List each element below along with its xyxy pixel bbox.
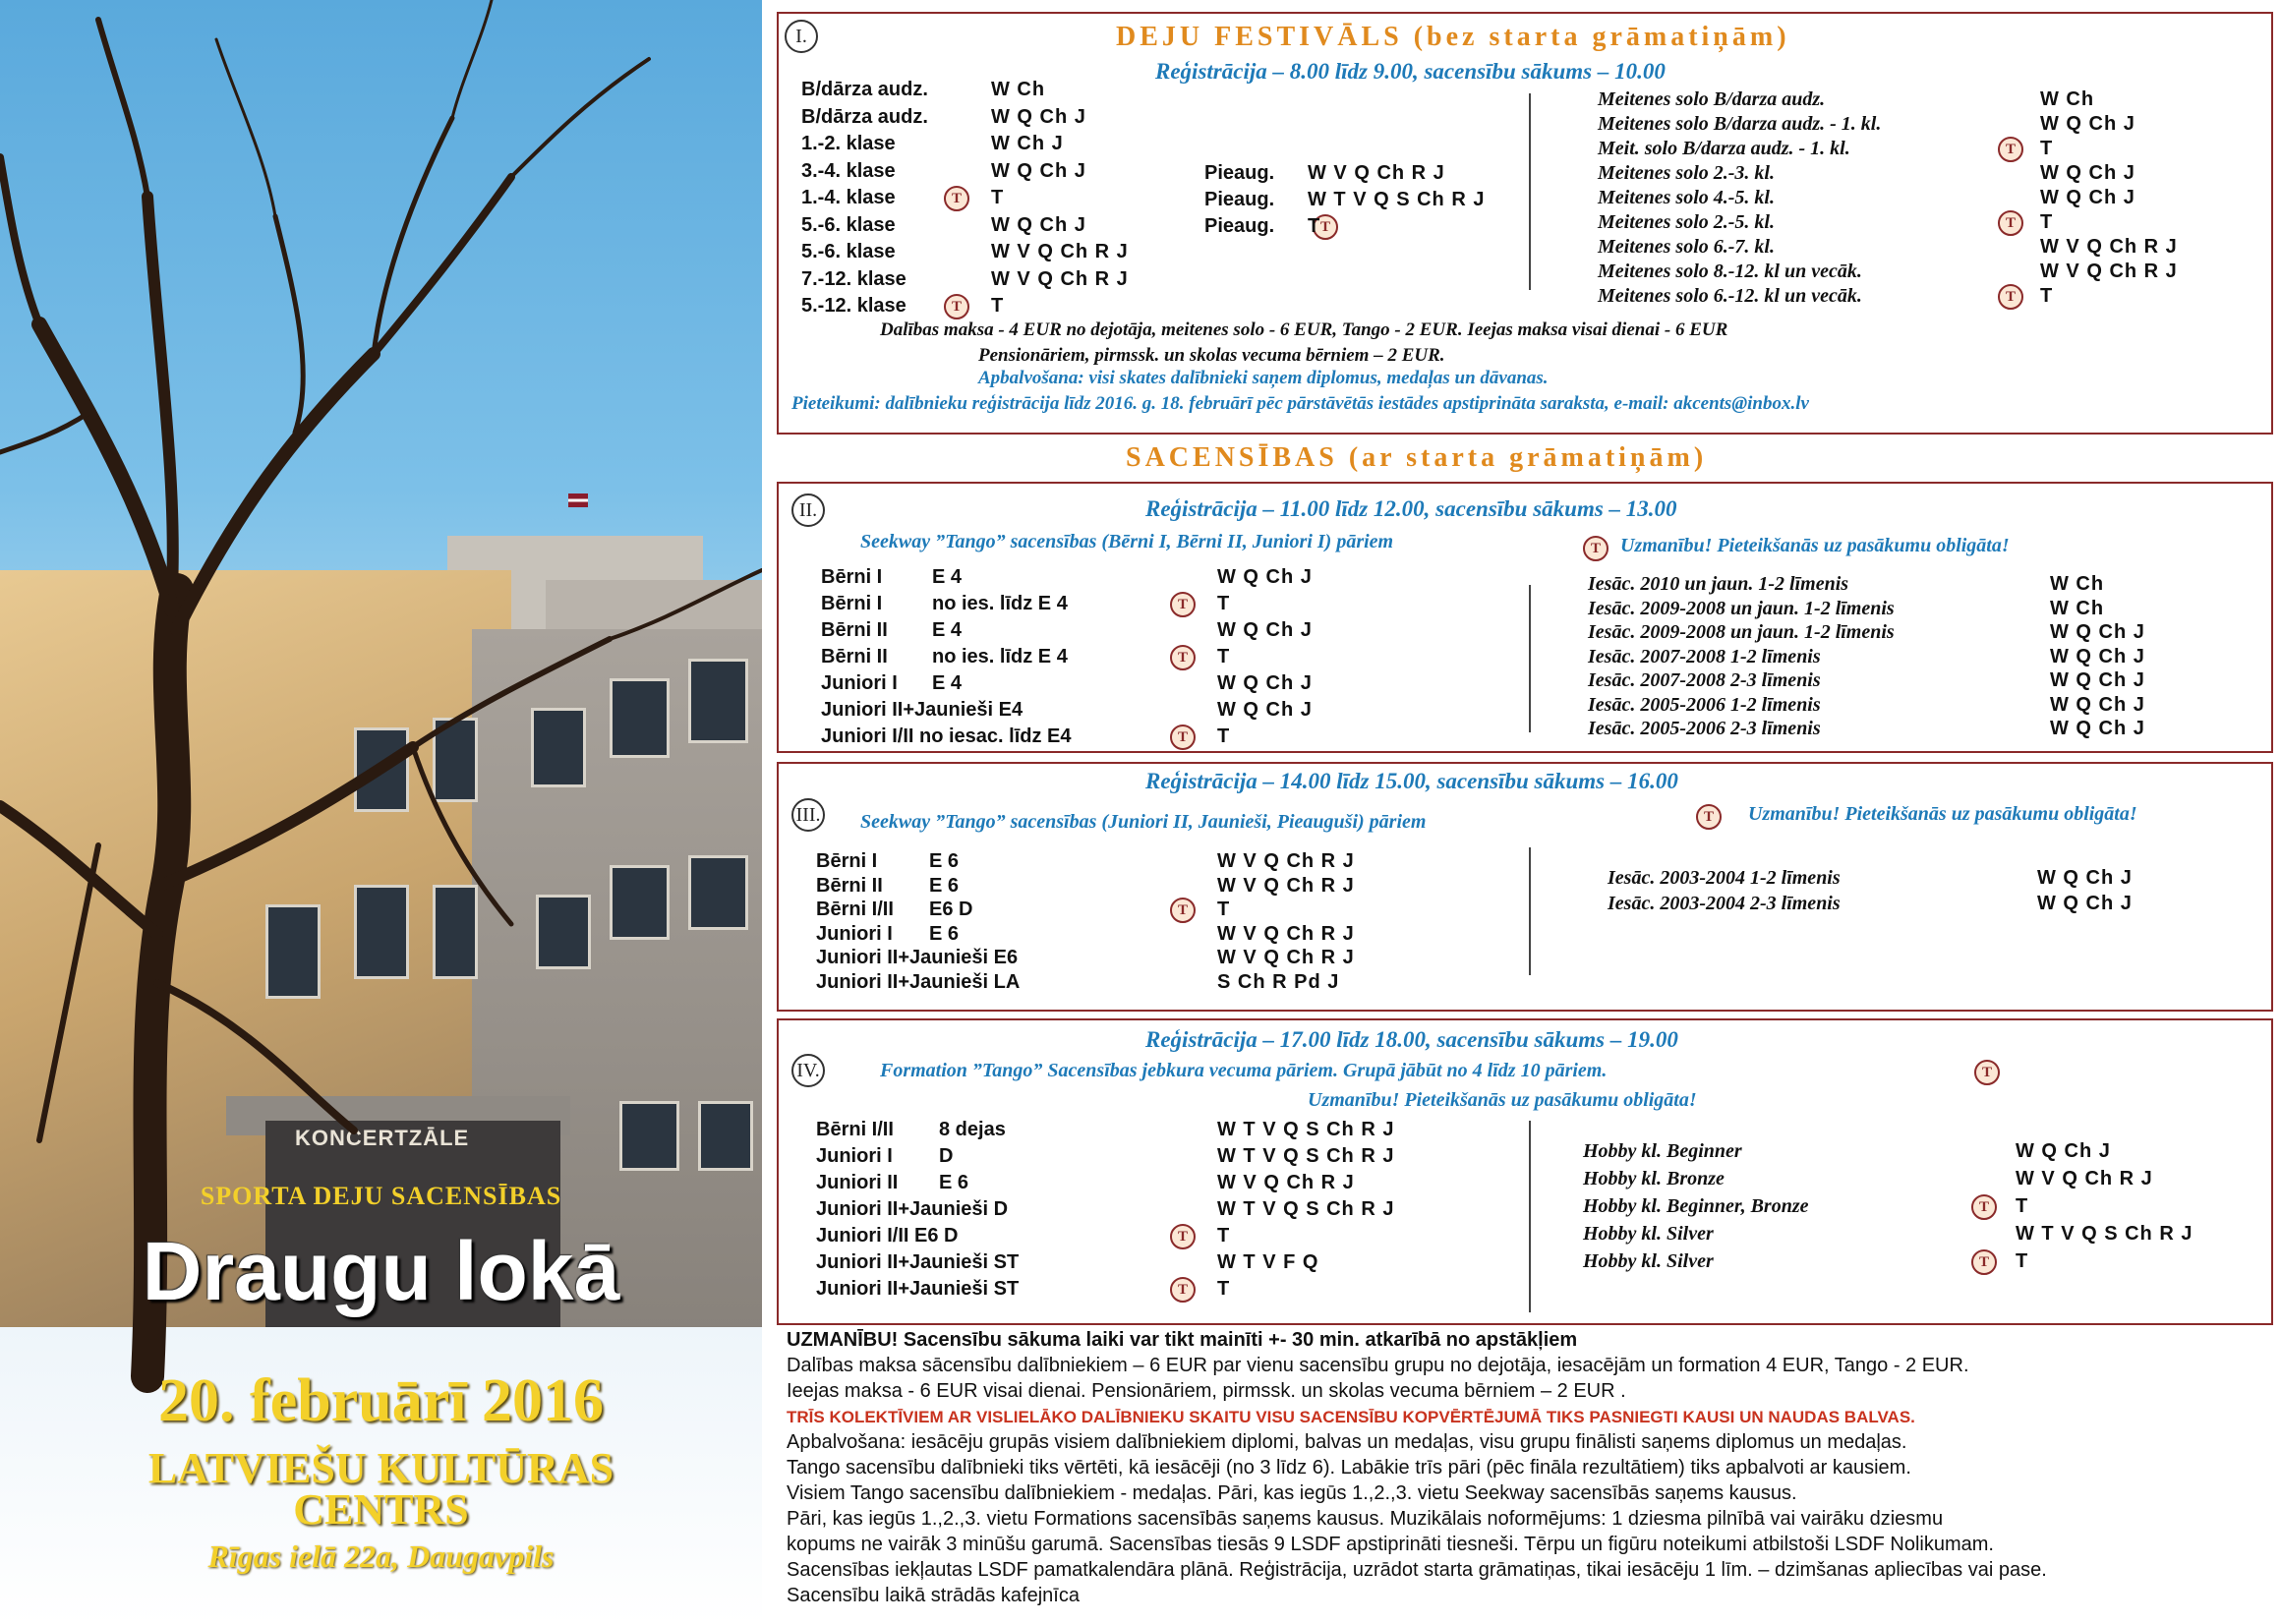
dance-list: T xyxy=(1217,593,1231,614)
dance-list: W V Q Ch R J xyxy=(991,267,1129,290)
list-class: E 6 xyxy=(929,850,960,872)
competition-heading: SACENSĪBAS (ar starta grāmatiņām) xyxy=(1126,442,1708,473)
dance-list: W Q Ch J xyxy=(1217,699,1313,721)
list-class: E 4 xyxy=(932,672,963,694)
list-label: Juniori I/II E6 D xyxy=(816,1225,959,1247)
section-number: IV. xyxy=(791,1054,825,1087)
registration-time: Reģistrācija – 8.00 līdz 9.00, sacensību sākums – 10.00 xyxy=(1155,59,1666,84)
list-label: Iesāc. 2010 un jaun. 1-2 līmenis xyxy=(1588,573,1849,595)
dance-list: W V Q Ch R J xyxy=(1217,947,1355,968)
list-label: Bērni I xyxy=(816,850,878,872)
dance-list: W Ch xyxy=(991,79,1046,100)
poster-venue-line2: CENTRS xyxy=(293,1485,469,1534)
tango-icon: T xyxy=(1998,210,2023,236)
dance-list: T xyxy=(1308,215,1321,237)
section-subtitle: Seekway ”Tango” sacensības (Juniori II, Jaunieši, Pieauguši) pāriem xyxy=(860,811,1427,833)
dance-list: W Ch xyxy=(2050,597,2105,619)
list-label: Juniori II+Jaunieši ST xyxy=(816,1278,1020,1300)
dance-list: W Q Ch J xyxy=(2050,693,2145,716)
tango-icon: T xyxy=(1998,137,2023,162)
registration-time: Reģistrācija – 11.00 līdz 12.00, sacensību sākums – 13.00 xyxy=(1145,496,1677,521)
list-label: Iesāc. 2003-2004 2-3 līmenis xyxy=(1608,893,1841,914)
poster-subtitle: SPORTA DEJU SACENSĪBAS xyxy=(200,1182,562,1210)
list-label: B/dārza audz. xyxy=(801,105,928,128)
tango-icon: T xyxy=(1170,1224,1196,1249)
list-label: Hobby kl. Silver xyxy=(1583,1223,1714,1245)
warning-text: Uzmanību! Pieteikšanās uz pasākumu obligāta! xyxy=(1620,535,2010,556)
list-label: Iesāc. 2005-2006 2-3 līmenis xyxy=(1588,718,1821,739)
list-label: Iesāc. 2009-2008 un jaun. 1-2 līmenis xyxy=(1588,597,1895,619)
list-class: E 4 xyxy=(932,566,963,588)
dance-list: T xyxy=(1217,899,1231,920)
list-label: Juniori I xyxy=(816,1145,893,1167)
list-label: Bērni I/II xyxy=(816,1119,894,1140)
list-class: E 6 xyxy=(929,922,960,945)
dance-list: W Q Ch J xyxy=(2050,669,2145,691)
dance-list: W T V Q S Ch R J xyxy=(2016,1223,2193,1245)
dance-list: W Ch xyxy=(2050,573,2105,595)
list-class: D xyxy=(939,1145,954,1167)
dance-list: W T V Q S Ch R J xyxy=(1217,1198,1395,1220)
tango-icon: T xyxy=(1974,1060,2000,1085)
list-label: Bērni II xyxy=(816,874,883,897)
dance-list: T xyxy=(2016,1195,2029,1217)
dance-list: W Q Ch J xyxy=(1217,566,1313,588)
award-text: Apbalvošana: visi skates dalībnieki saņem diplomus, medaļas un dāvanas. xyxy=(978,368,1549,388)
dance-list: W Ch xyxy=(2040,88,2095,110)
list-label: Hobby kl. Beginner, Bronze xyxy=(1583,1195,1809,1217)
column-divider xyxy=(1529,847,1531,975)
list-label: Meitenes solo 6.-7. kl. xyxy=(1598,236,1775,258)
list-label: Meit. solo B/darza audz. - 1. kl. xyxy=(1598,138,1850,159)
list-label: Iesāc. 2009-2008 un jaun. 1-2 līmenis xyxy=(1588,621,1895,643)
dance-list: W V Q Ch R J xyxy=(1217,922,1355,945)
list-label: Iesāc. 2007-2008 1-2 līmenis xyxy=(1588,645,1821,667)
dance-list: W Q Ch J xyxy=(2050,718,2145,739)
dance-list: W V Q Ch R J xyxy=(1308,162,1445,184)
dance-list: W T V F Q xyxy=(1217,1251,1319,1273)
list-label: Pieaug. xyxy=(1204,189,1275,210)
footer-line: Dalības maksa sācensību dalībniekiem – 6 EUR par vienu sacensību grupu no dejotāja, iesacējām un formation 4 EUR, Tango - 2 EUR. xyxy=(787,1355,1969,1376)
list-label: Iesāc. 2007-2008 2-3 līmenis xyxy=(1588,669,1821,691)
list-label: Hobby kl. Bronze xyxy=(1583,1168,1725,1189)
footer-line: Apbalvošana: iesācēju grupās visiem dalībniekiem diplomi, balvas un medaļas, visu grupu finālisti saņems diplomus un medaļas. xyxy=(787,1431,1907,1453)
footer-line: Ieejas maksa - 6 EUR visai dienai. Pensionāriem, pirmssk. un skolas vecuma bērniem – 2 EUR . xyxy=(787,1380,1626,1402)
list-label: Juniori I xyxy=(816,922,893,945)
tango-icon: T xyxy=(1313,214,1338,240)
list-label: Hobby kl. Silver xyxy=(1583,1250,1714,1272)
section-subtitle: Seekway ”Tango” sacensības (Bērni I, Bērni II, Juniori I) pāriem xyxy=(860,531,1394,552)
column-divider xyxy=(1529,1121,1531,1312)
dance-list: T xyxy=(2040,211,2054,233)
tango-icon: T xyxy=(1170,592,1196,617)
footer-line: Sacensības iekļautas LSDF pamatkalendāra plānā. Reģistrācija, uzrādot starta grāmatiņas, tikai iesācēju 1 līm. – dzimšanas apliecības vai pase. xyxy=(787,1559,2047,1581)
warning-text: Uzmanību! Pieteikšanās uz pasākumu obligāta! xyxy=(1748,803,2137,825)
list-label: Meitenes solo B/darza audz. xyxy=(1598,88,1826,110)
dance-list: W T V Q S Ch R J xyxy=(1217,1119,1395,1140)
section-number: I. xyxy=(785,20,818,53)
list-label: Iesāc. 2003-2004 1-2 līmenis xyxy=(1608,867,1841,889)
dance-list: W Q Ch J xyxy=(991,159,1086,182)
list-label: Juniori II+Jaunieši ST xyxy=(816,1251,1020,1273)
dance-list: T xyxy=(1217,1225,1231,1247)
list-label: Meitenes solo B/darza audz. - 1. kl. xyxy=(1598,113,1882,135)
registration-time: Reģistrācija – 17.00 līdz 18.00, sacensību sākums – 19.00 xyxy=(1145,1027,1678,1052)
list-label: 5.-6. klase xyxy=(801,241,896,262)
list-label: Bērni II xyxy=(821,619,888,641)
dance-list: W Ch J xyxy=(991,133,1064,154)
dance-list: W T V Q S Ch R J xyxy=(1308,189,1486,210)
section-heading: DEJU FESTIVĀLS (bez starta grāmatiņām) xyxy=(1116,22,1790,52)
list-label: Hobby kl. Beginner xyxy=(1583,1140,1742,1162)
tango-icon: T xyxy=(1971,1194,1997,1220)
dance-list: W Q Ch J xyxy=(1217,619,1313,641)
dance-list: W Q Ch J xyxy=(2050,645,2145,667)
dance-list: T xyxy=(2040,285,2054,307)
list-label: Juniori II+Jaunieši E6 xyxy=(816,947,1019,968)
apply-text: Pieteikumi: dalībnieku reģistrācija līdz 2016. g. 18. februārī pēc pārstāvētās iestādes apstiprināta saraksta, e-mail: akcents@inbox.lv xyxy=(791,393,1809,414)
dance-list: W Q Ch J xyxy=(2040,187,2135,208)
list-label: Meitenes solo 8.-12. kl un vecāk. xyxy=(1598,261,1862,282)
list-label: Pieaug. xyxy=(1204,215,1275,237)
registration-time: Reģistrācija – 14.00 līdz 15.00, sacensību sākums – 16.00 xyxy=(1145,769,1678,793)
dance-list: T xyxy=(2040,138,2054,159)
dance-list: T xyxy=(1217,725,1231,747)
tango-icon: T xyxy=(1170,898,1196,923)
fee-text-2: Pensionāriem, pirmssk. un skolas vecuma bērniem – 2 EUR. xyxy=(978,345,1445,366)
list-label: 5.-6. klase xyxy=(801,213,896,236)
dance-list: W V Q Ch R J xyxy=(1217,874,1355,897)
dance-list: W Q Ch J xyxy=(2016,1140,2111,1162)
list-label: 1.-2. klase xyxy=(801,133,896,154)
list-label: Meitenes solo 4.-5. kl. xyxy=(1598,187,1775,208)
list-class: E6 D xyxy=(929,899,973,920)
list-label: 5.-12. klase xyxy=(801,295,907,317)
list-label: 7.-12. klase xyxy=(801,267,907,290)
tango-icon: T xyxy=(1170,725,1196,750)
list-class: no ies. līdz E 4 xyxy=(932,593,1068,614)
list-class: 8 dejas xyxy=(939,1119,1006,1140)
tango-icon: T xyxy=(1696,804,1722,830)
fee-text: Dalības maksa - 4 EUR no dejotāja, meitenes solo - 6 EUR, Tango - 2 EUR. Ieejas maksa visai dienai - 6 EUR xyxy=(880,319,1728,340)
list-label: Juniori II xyxy=(816,1172,899,1193)
dance-list: W Q Ch J xyxy=(2037,867,2133,889)
list-label: Meitenes solo 6.-12. kl un vecāk. xyxy=(1598,285,1862,307)
tango-icon: T xyxy=(1971,1249,1997,1275)
dance-list: W Q Ch J xyxy=(2040,113,2135,135)
dance-list: W Q Ch J xyxy=(2050,621,2145,643)
footer-line-highlight: TRĪS KOLEKTĪVIEM AR VISLIELĀKO DALĪBNIEKU SKAITU VISU SACENSĪBU KOPVĒRTĒJUMĀ TIKS PASNIEGTI KAUSI UN NAUDAS BALVAS. xyxy=(787,1408,1915,1426)
list-label: Meitenes solo 2.-5. kl. xyxy=(1598,211,1775,233)
section-number: II. xyxy=(791,493,825,527)
poster-address: Rīgas ielā 22a, Daugavpils xyxy=(207,1538,555,1574)
poster-venue-line1: LATVIEŠU KULTŪRAS xyxy=(147,1444,614,1492)
footer-line: Pāri, kas iegūs 1.,2.,3. vietu Formations sacensībās saņems kausus. Muzikālais noformējums: 1 dziesma pilnībā vai vairāku dziesmu xyxy=(787,1508,1944,1530)
dance-list: W V Q Ch R J xyxy=(2040,236,2178,258)
list-label: Juniori II+Jaunieši LA xyxy=(816,970,1021,993)
poster-date: 20. februārī 2016 xyxy=(158,1367,604,1434)
dance-list: W Q Ch J xyxy=(2040,162,2135,184)
tango-icon: T xyxy=(944,186,969,211)
list-label: B/dārza audz. xyxy=(801,79,928,100)
dance-list: S Ch R Pd J xyxy=(1217,970,1340,993)
dance-list: T xyxy=(1217,1278,1231,1300)
tango-icon: T xyxy=(1170,645,1196,670)
section-number: III. xyxy=(791,798,825,832)
list-label: Meitenes solo 2.-3. kl. xyxy=(1598,162,1775,184)
list-label: Juniori II+Jaunieši D xyxy=(816,1198,1009,1220)
list-class: E 6 xyxy=(929,874,960,897)
dance-list: W T V Q S Ch R J xyxy=(1217,1145,1395,1167)
list-class: E 4 xyxy=(932,619,963,641)
list-label: Bērni I xyxy=(821,566,883,588)
list-label: Bērni I xyxy=(821,593,883,614)
tango-icon: T xyxy=(1170,1277,1196,1303)
dance-list: W Q Ch J xyxy=(991,213,1086,236)
column-divider xyxy=(1529,93,1531,290)
tango-icon: T xyxy=(1998,284,2023,310)
list-label: Bērni I/II xyxy=(816,899,894,920)
footer-line: kopums ne vairāk 3 minūšu garumā. Sacensības tiesās 9 LSDF apstiprināti tiesneši. Tērpu un figūru noteikumi atbilstoši LSDF Nolikumam. xyxy=(787,1534,1994,1555)
tango-icon: T xyxy=(1583,536,1608,561)
footer-line: Sacensību laikā strādās kafejnīca xyxy=(787,1585,1080,1606)
poster-title: Draugu lokā xyxy=(142,1225,620,1317)
dance-list: W Q Ch J xyxy=(2037,893,2133,914)
dance-list: T xyxy=(2016,1250,2029,1272)
warning-text: Uzmanību! Pieteikšanās uz pasākumu obligāta! xyxy=(1308,1089,1697,1111)
poster-photo xyxy=(0,0,762,1624)
list-class: E 6 xyxy=(939,1172,969,1193)
dance-list: W V Q Ch R J xyxy=(1217,1172,1355,1193)
dance-list: W V Q Ch R J xyxy=(1217,850,1355,872)
dance-list: W V Q Ch R J xyxy=(2016,1168,2153,1189)
dance-list: W V Q Ch R J xyxy=(991,241,1129,262)
tango-icon: T xyxy=(944,294,969,319)
building-sign: KONCERTZĀLE xyxy=(295,1126,470,1150)
dance-list: W V Q Ch R J xyxy=(2040,261,2178,282)
dance-list: W Q Ch J xyxy=(1217,672,1313,694)
dance-list: T xyxy=(1217,646,1231,667)
dance-list: T xyxy=(991,295,1005,317)
dance-list: T xyxy=(991,187,1005,208)
list-class: no ies. līdz E 4 xyxy=(932,646,1068,667)
section-subtitle: Formation ”Tango” Sacensības jebkura vecuma pāriem. Grupā jābūt no 4 līdz 10 pāriem. xyxy=(880,1060,1608,1081)
list-label: 3.-4. klase xyxy=(801,159,896,182)
list-label: Iesāc. 2005-2006 1-2 līmenis xyxy=(1588,693,1821,716)
list-label: Juniori I/II no iesac. līdz E4 xyxy=(821,725,1072,747)
list-label: 1.-4. klase xyxy=(801,187,896,208)
footer-line: Visiem Tango sacensību dalībniekiem - medaļas. Pāri, kas iegūs 1.,2.,3. vietu Seekway sacensībās saņems kausus. xyxy=(787,1482,1797,1504)
column-divider xyxy=(1529,585,1531,732)
list-label: Juniori II+Jaunieši E4 xyxy=(821,699,1024,721)
list-label: Juniori I xyxy=(821,672,898,694)
dance-list: W Q Ch J xyxy=(991,105,1086,128)
footer-line: UZMANĪBU! Sacensību sākuma laiki var tikt mainīti +- 30 min. atkarībā no apstākļiem xyxy=(787,1329,1578,1351)
list-label: Pieaug. xyxy=(1204,162,1275,184)
footer-line: Tango sacensību dalībnieki tiks vērtēti, kā iesācēji (no 3 līdz 6). Labākie trīs pāri (pēc fināla rezultātiem) tiks apbalvoti ar kausiem. xyxy=(787,1457,1911,1479)
list-label: Bērni II xyxy=(821,646,888,667)
